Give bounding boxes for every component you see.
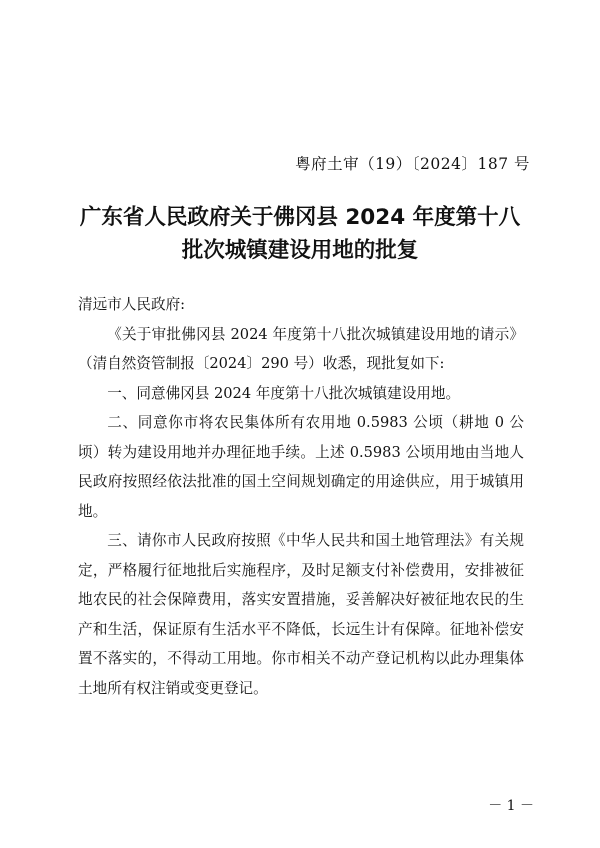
document-body bbox=[78, 290, 524, 703]
document-number: 粤府土审（19）〔2024〕187 号 bbox=[295, 155, 530, 173]
title-line-1: 广东省人民政府关于佛冈县 2024 年度第十八 bbox=[79, 205, 521, 230]
paragraph-request-reference: 《关于审批佛冈县 2024 年度第十八批次城镇建设用地的请示》（清自然资管制报〔2024〕290 号）收悉，现批复如下: bbox=[78, 325, 524, 372]
addressee: 清远市人民政府: bbox=[78, 296, 186, 313]
title-line-2: 批次城镇建设用地的批复 bbox=[181, 238, 419, 263]
document-title bbox=[60, 201, 540, 267]
paragraph-item-1: 一、同意佛冈县 2024 年度第十八批次城镇建设用地。 bbox=[107, 384, 461, 402]
paragraph-item-2: 二、同意你市将农民集体所有农用地 0.5983 公顷（耕地 0 公顷）转为建设用地并办理征地手续。上述 0.5983 公顷用地由当地人民政府按照经依法批准的国土空间规划确定的用途供应，用于城镇用地。 bbox=[78, 414, 524, 520]
page-number: － 1 － bbox=[488, 798, 534, 814]
paragraph-item-3: 三、请你市人民政府按照《中华人民共和国土地管理法》有关规定，严格履行征地批后实施程序，及时足额支付补偿费用，安排被征地农民的社会保障费用，落实安置措施，妥善解决好被征地农民的生产和生活，保证原有生活水平不降低，长远生计有保障。征地补偿安置不落实的，不得动工用地。你市相关不动产登记机构以此办理集体土地所有权注销或变更登记。 bbox=[78, 532, 524, 697]
